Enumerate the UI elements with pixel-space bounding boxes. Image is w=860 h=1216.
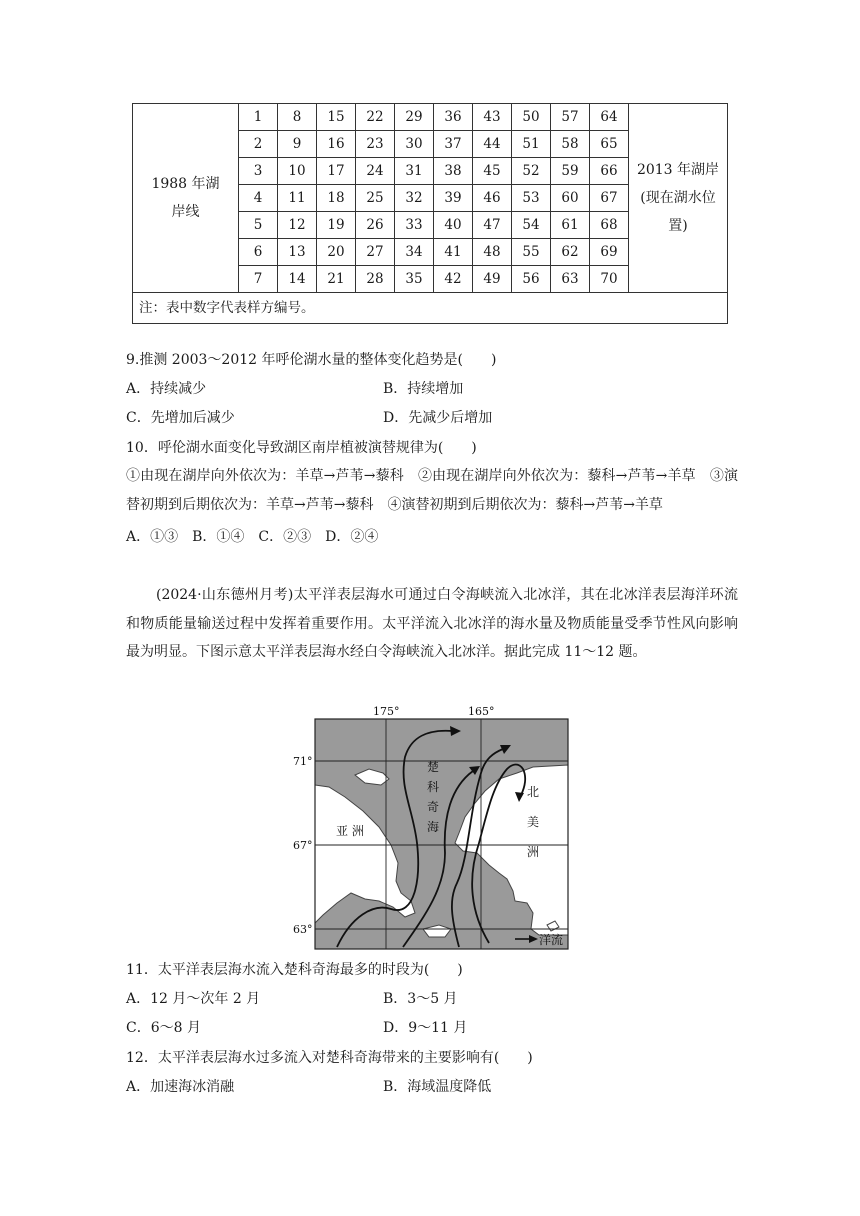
passage-11-12: (2024·山东德州月考)太平洋表层海水可通过白令海峡流入北冰洋，其在北冰洋表层海洋环流和物质能量输送过程中发挥着重要作用。太平洋流入北冰洋的海水量及物质能量受季节性风向影响最为明显。下图示意太平洋表层海水经白令海峡流入北冰洋。据此完成 11～12 题。 [126,587,738,660]
sea-label-3: 奇 [427,800,440,814]
plot-number-cell: 67 [590,185,629,212]
table-note: 注：表中数字代表样方编号。 [133,293,728,324]
table-note-row [133,293,728,324]
bering-strait-map [293,703,575,953]
plot-number-cell: 53 [512,185,551,212]
plot-number-cell: 4 [239,185,278,212]
lat-label-67: 67° [293,839,313,852]
na-label-1: 北 [527,785,540,799]
plot-number-cell: 2 [239,131,278,158]
plot-number-cell: 25 [356,185,395,212]
q12-stem: 12．太平洋表层海水过多流入对楚科奇海带来的主要影响有( ) [126,1050,533,1066]
lon-label-165: 165° [468,705,495,718]
plot-number-cell: 52 [512,158,551,185]
plot-number-cell: 30 [395,131,434,158]
plot-number-cell: 44 [473,131,512,158]
plot-number-cell: 59 [551,158,590,185]
plot-number-cell: 43 [473,104,512,131]
plot-number-cell: 20 [317,239,356,266]
q10-stem: 10．呼伦湖水面变化导致湖区南岸植被演替规律为( ) [126,440,477,456]
plot-number-cell: 57 [551,104,590,131]
plot-number-cell: 14 [278,266,317,293]
plot-number-cell: 54 [512,212,551,239]
plot-number-cell: 38 [434,158,473,185]
plot-number-cell: 31 [395,158,434,185]
lat-label-71: 71° [293,755,313,768]
plot-number-cell: 70 [590,266,629,293]
plot-number-cell: 65 [590,131,629,158]
plot-number-cell: 39 [434,185,473,212]
q12-option-b: B．海域温度降低 [383,1079,492,1095]
plot-number-cell: 47 [473,212,512,239]
plot-number-cell: 60 [551,185,590,212]
plot-number-cell: 66 [590,158,629,185]
plot-number-cell: 27 [356,239,395,266]
q10-statements: ①由现在湖岸向外依次为：羊草→芦苇→藜科 ②由现在湖岸向外依次为：藜科→芦苇→羊草 ③演替初期到后期依次为：羊草→芦苇→藜科 ④演替初期到后期依次为：藜科→芦苇→羊草 [126,468,738,513]
plot-number-cell: 12 [278,212,317,239]
left-shoreline-label: 1988 年湖岸线 [133,104,239,293]
sea-label-4: 海 [427,820,440,834]
plot-number-cell: 33 [395,212,434,239]
plot-number-cell: 37 [434,131,473,158]
plot-number-cell: 26 [356,212,395,239]
plot-number-cell: 17 [317,158,356,185]
q11-stem: 11．太平洋表层海水流入楚科奇海最多的时段为( ) [126,962,463,978]
plot-number-cell: 8 [278,104,317,131]
sea-label-2: 科 [427,780,440,794]
plot-number-cell: 35 [395,266,434,293]
plot-number-cell: 28 [356,266,395,293]
plot-number-cell: 24 [356,158,395,185]
plot-number-cell: 34 [395,239,434,266]
q9-option-a: A．持续减少 [126,381,207,397]
lon-label-175: 175° [373,705,400,718]
plot-number-cell: 29 [395,104,434,131]
plot-number-cell: 13 [278,239,317,266]
plot-number-cell: 62 [551,239,590,266]
plot-number-cell: 41 [434,239,473,266]
lat-label-63: 63° [293,923,313,936]
q11-option-b: B．3～5 月 [383,991,458,1007]
q9-option-c: C．先增加后减少 [126,410,235,426]
plot-number-cell: 11 [278,185,317,212]
asia-label: 亚 洲 [336,824,364,838]
sample-plot-table-body [133,104,728,324]
na-label-3: 洲 [527,845,540,859]
plot-number-cell: 10 [278,158,317,185]
plot-number-cell: 3 [239,158,278,185]
plot-number-cell: 64 [590,104,629,131]
legend-label: 洋流 [539,933,564,947]
plot-number-cell: 18 [317,185,356,212]
plot-number-cell: 19 [317,212,356,239]
plot-number-cell: 36 [434,104,473,131]
plot-number-cell: 58 [551,131,590,158]
plot-number-cell: 68 [590,212,629,239]
plot-number-cell: 51 [512,131,551,158]
plot-number-cell: 49 [473,266,512,293]
plot-number-cell: 15 [317,104,356,131]
plot-number-cell: 5 [239,212,278,239]
table-row [133,104,728,131]
plot-number-cell: 55 [512,239,551,266]
plot-number-cell: 32 [395,185,434,212]
q11-option-d: D．9～11 月 [383,1020,468,1036]
sample-plot-table [132,103,728,324]
plot-number-cell: 1 [239,104,278,131]
plot-number-cell: 46 [473,185,512,212]
plot-number-cell: 23 [356,131,395,158]
q11-option-c: C．6～8 月 [126,1020,201,1036]
q9-option-b: B．持续增加 [383,381,464,397]
plot-number-cell: 48 [473,239,512,266]
plot-number-cell: 61 [551,212,590,239]
plot-number-cell: 45 [473,158,512,185]
plot-number-cell: 9 [278,131,317,158]
plot-number-cell: 40 [434,212,473,239]
q9-stem: 9.推测 2003～2012 年呼伦湖水量的整体变化趋势是( ) [126,352,497,368]
plot-number-cell: 50 [512,104,551,131]
plot-number-cell: 63 [551,266,590,293]
right-shoreline-label: 2013 年湖岸(现在湖水位置) [629,104,728,293]
plot-number-cell: 6 [239,239,278,266]
plot-number-cell: 42 [434,266,473,293]
q11-option-a: A．12 月～次年 2 月 [126,991,261,1007]
plot-number-cell: 21 [317,266,356,293]
q10-options: A．①③ B．①④ C．②③ D．②④ [126,529,379,545]
plot-number-cell: 22 [356,104,395,131]
q12-option-a: A．加速海冰消融 [126,1079,235,1095]
plot-number-cell: 16 [317,131,356,158]
plot-number-cell: 7 [239,266,278,293]
sea-label-1: 楚 [427,760,440,774]
plot-number-cell: 56 [512,266,551,293]
plot-number-cell: 69 [590,239,629,266]
na-label-2: 美 [527,815,540,829]
q9-option-d: D．先减少后增加 [383,410,493,426]
